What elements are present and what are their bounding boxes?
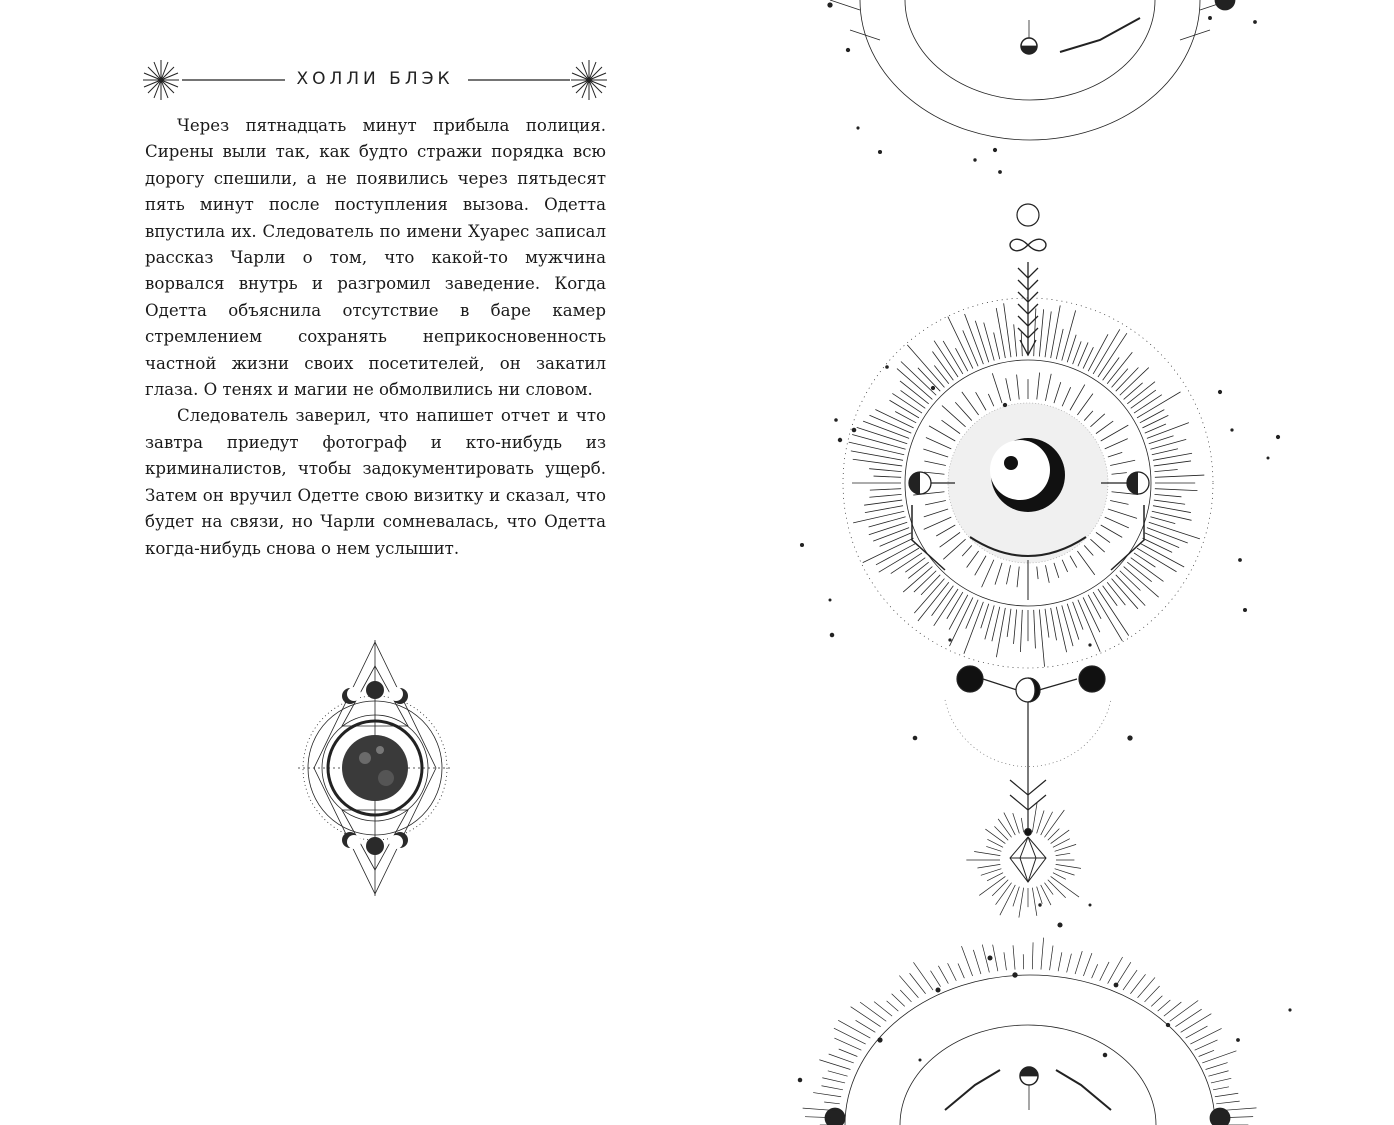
moon-chain-icon (945, 666, 1111, 830)
crystal-pendant-icon (966, 802, 1081, 917)
running-head (140, 58, 610, 104)
paragraph-1: Через пятнадцать минут прибыла полиция. Сирены выли так, как будто стражи порядка всю дорогу спешили, а не появились через пятьдесят пять минут после поступления вызова. Одетта впустила их. Следователь по имени Хуарес записал рассказ Чарли о том, что какой-то мужчина ворвался внутрь и разгромил заведение. Когда Одетта объяснила отсутствие в баре камер стремлением сохранять неприкосновенность частной жизни своих посетителей, он закатил глаза. О тенях и магии не обмолвились ни словом. (145, 116, 606, 400)
top-sun-fragment-icon (830, 0, 1235, 140)
infinity-icon (1010, 239, 1046, 251)
paragraph-2: Следователь заверил, что напишет отчет и что завтра приедут фотограф и кто-нибудь из криминалистов, чтобы задокументировать ущерб. Затем он вручил Одетте свою визитку и сказал, что будет на связи, но Чарли сомневалась, что Одетта когда-нибудь снова о нем услышит. (145, 406, 606, 558)
body-text (145, 113, 606, 562)
bottom-sun-fragment-icon (803, 938, 1257, 1125)
full-moon-icon (342, 735, 408, 801)
circle-glyph-icon (1017, 204, 1039, 226)
celestial-ornament (740, 0, 1394, 1125)
moon-phase-ornament (290, 638, 460, 900)
author-name: ХОЛЛИ БЛЭК (296, 69, 454, 89)
main-sun-icon (843, 298, 1213, 668)
